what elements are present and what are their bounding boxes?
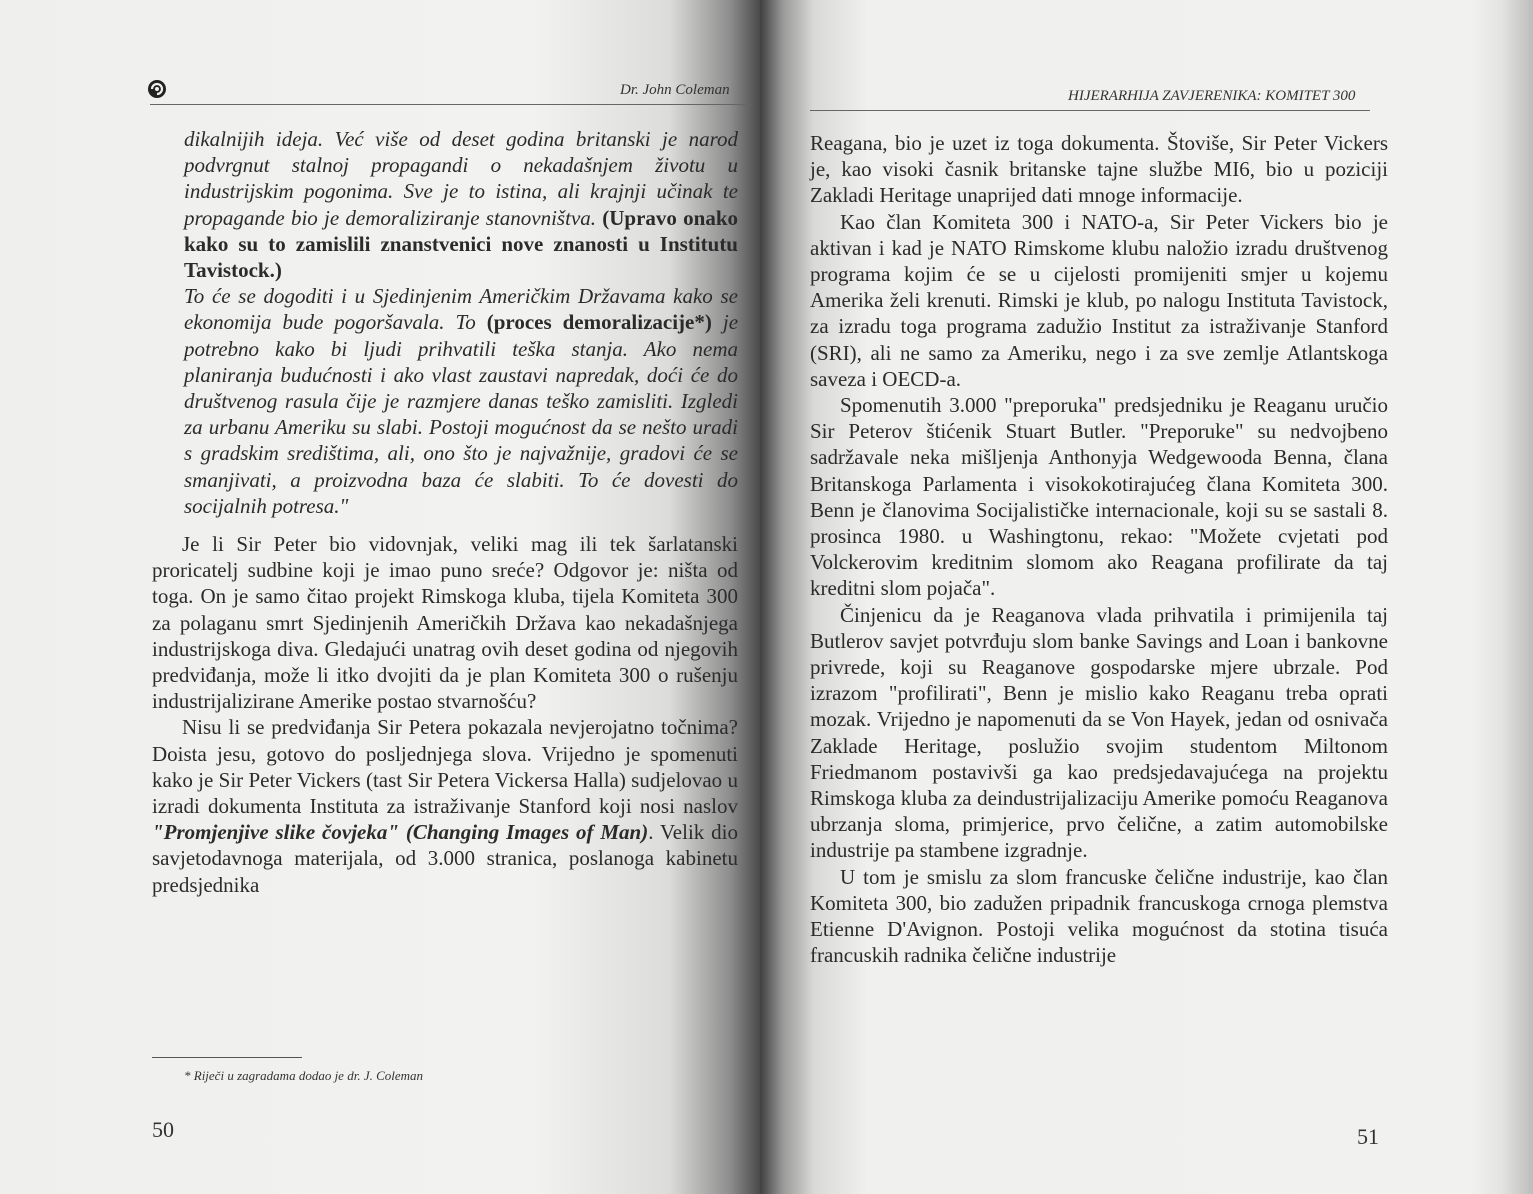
footnote-rule xyxy=(152,1057,302,1058)
quote-paragraph-1: dikalnijih ideja. Već više od deset godina britanski je narod podvrgnut stalnoj propagandi o nekadašnjem životu u industrijskim pogonima. Sve je to istina, ali krajnji učinak te propagande bio je demoraliziranje stanovništva. (Upravo onako kako su to zamislili znanstvenici nove znanosti u Institutu Tavistock.) xyxy=(184,127,738,283)
body-paragraph-3: Spomenutih 3.000 "preporuka" predsjedniku je Reaganu uručio Sir Peterov štićenik Stuart Butler. "Preporuke" su nedvojbeno sadržavale neka mišljenja Anthonyja Wedgewooda Benna, člana Britanskoga Parlamenta i visokokotirajućeg člana Komiteta 300. Benn je članovima Socijalističke internacionale, koji su se sastali 8. prosinca 1980. u Washingtonu, rekao: "Možete cvjetati pod Volckerovim kreditnim slomom ako Reagana profilirate da taj kreditni slom pojača". xyxy=(810,393,1388,601)
body-paragraph-2: Kao član Komiteta 300 i NATO-a, Sir Peter Vickers bio je aktivan i kad je NATO Rimskome klubu naložio izradu društvenog programa kojim će se u cijelosti promijeniti smjer u kojemu Amerika želi krenuti. Rimski je klub, po nalogu Instituta Tavistock, za izradu toga programa zadužio Institut za istraživanje Stanford (SRI), ali ne samo za Ameriku, nego i za sve zemlje Atlantskoga saveza i OECD-a. xyxy=(810,209,1388,391)
footnote: * Riječi u zagradama dodao je dr. J. Coleman xyxy=(184,1068,424,1083)
running-header: HIJERARHIJA ZAVJERENIKA: KOMITET 300 xyxy=(1068,88,1356,104)
quote-paragraph-2: To će se dogoditi i u Sjedinjenim Američkim Državama kako se ekonomija bude pogoršavala. To (proces demoralizacije*) je potrebno kako bi ljudi prihvatili teška stanja. Ako nema planiranja budućnosti i ako vlast zaustavi napredak, doći će do društvenog rasula čije je razmjere danas teško zamisliti. Izgledi za urbanu Ameriku su slabi. Postoji mogućnost da se nešto uradi s gradskim središtima, ali, ono što je najvažnije, gradovi će se smanjivati, a proizvodna baza će slabiti. To će dovesti do socijalnih potresa." xyxy=(184,284,739,518)
running-header: Dr. John Coleman xyxy=(620,82,730,98)
body-paragraph-1: Reagana, bio je uzet iz toga dokumenta. Štoviše, Sir Peter Vickers je, kao visoki časnik britanske tajne službe MI6, bio u poziciji Zakladi Heritage unaprijed dati mnoge informacije. xyxy=(810,131,1388,208)
body-paragraph-2: Nisu li se predviđanja Sir Petera pokazala nevjerojatno točnima? Doista jesu, gotovo do posljednjega slova. Vrijedno je spomenuti kako je Sir Peter Vickers (tast Sir Petera Vickersa Halla) sudjelovao u izradi dokumenta Instituta za istraživanje Stanford koji nosi naslov "Promjenjive slike čovjeka" (Changing Images of Man). Velik dio savjetodavnoga materijala, od 3.000 stranica, poslanoga kabinetu predsjednika xyxy=(152,715,738,897)
right-body-text xyxy=(810,130,1388,969)
right-page xyxy=(760,0,1533,1194)
left-page xyxy=(0,0,760,1194)
spiral-logo-icon xyxy=(146,78,168,100)
header-rule xyxy=(810,110,1370,111)
body-paragraph-4: Činjenicu da je Reaganova vlada prihvatila i primijenila taj Butlerov savjet potvrđuju slom banke Savings and Loan i bankovne privrede, koji su Reaganove gospodarske mjere ubrzale. Pod izrazom "profilirati", Benn je mislio kako Reaganu treba oprati mozak. Vrijedno je napomenuti da se Von Hayek, jedan od osnivača Zaklade Heritage, poslužio svojim studentom Miltonom Friedmanom postavivši ga kao predsjedavajućega na projektu Rimskoga kluba za deindustrijalizaciju Amerike pomoću Reaganova ubrzanja sloma, primjerice, prvo čelične, a zatim automobilske industrije pa stambene izgradnje. xyxy=(810,602,1388,863)
body-paragraph-5: U tom je smislu za slom francuske čelične industrije, kao član Komiteta 300, bio zadužen pripadnik francuskoga crnoga plemstva Etienne D'Avignon. Postoji velika mogućnost da stotina tisuća francuskih radnika čelične industrije xyxy=(810,864,1388,968)
page-number: 51 xyxy=(1357,1124,1379,1149)
page-number: 50 xyxy=(152,1117,174,1142)
left-body-text xyxy=(152,126,738,898)
header-rule xyxy=(150,104,748,105)
body-paragraph-1: Je li Sir Peter bio vidovnjak, veliki mag ili tek šarlatanski proricatelj sudbine koji je imao puno sreće? Odgovor je: ništa od toga. On je samo čitao projekt Rimskoga kluba, tijela Komiteta 300 za polaganu smrt Sjedinjenih Američkih Država kao nekadašnjega industrijskoga diva. Gledajući unatrag ovih deset godina od njegovih predviđanja, može li itko dvojiti da je plan Komiteta 300 o rušenju industrijalizirane Amerike postao stvarnošću? xyxy=(152,532,738,714)
